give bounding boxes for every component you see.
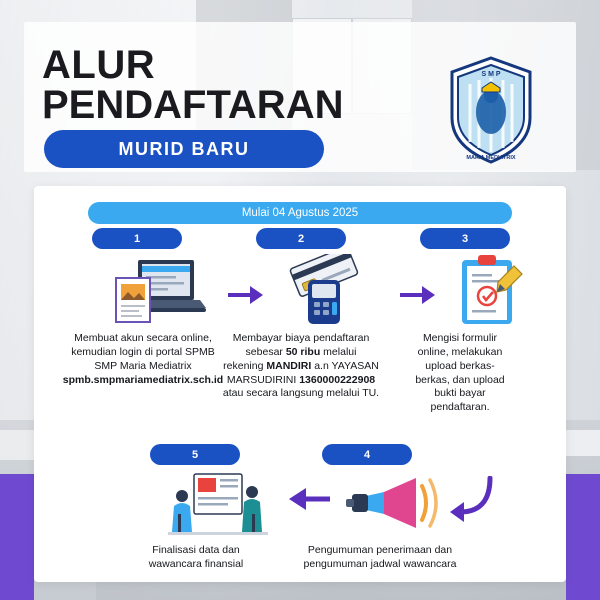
title-line-1: ALUR bbox=[42, 43, 156, 87]
step-2-caption-text: Membayar biaya pendaftaran sebesar 50 ribu melalui rekening MANDIRI a.n YAYASAN MARSUDIRINI 1360000222908 atau secara langsung melalui TU. bbox=[222, 332, 380, 400]
step-5-caption-line-1: Finalisasi data dan bbox=[152, 544, 240, 556]
step-badge-2-label: 2 bbox=[297, 232, 305, 245]
arrow-right-1-icon bbox=[226, 282, 266, 308]
step-3-caption-line-6: pendaftaran. bbox=[430, 401, 490, 414]
step-1-portal-url: spmb.smpmariamediatrix.sch.id bbox=[62, 373, 224, 386]
subtitle-pill bbox=[44, 130, 324, 168]
arrow-curve-up-left-icon bbox=[444, 476, 498, 530]
megaphone-announcement-icon bbox=[344, 470, 440, 536]
step-badge-3 bbox=[420, 228, 510, 249]
step-3-caption-line-3: upload berkas- bbox=[425, 359, 495, 372]
step-4-caption bbox=[280, 544, 480, 572]
step-5-caption bbox=[120, 544, 272, 572]
logo-text-bottom: MARIA MEDIATRIX bbox=[466, 155, 516, 161]
date-banner bbox=[88, 202, 512, 224]
step-badge-1 bbox=[92, 228, 182, 249]
laptop-document-icon bbox=[112, 256, 210, 326]
logo-text-top: S M P bbox=[481, 71, 501, 78]
step-3-caption bbox=[370, 332, 550, 415]
step-badge-1-label: 1 bbox=[133, 232, 141, 245]
step-badge-5-label: 5 bbox=[191, 448, 199, 461]
arrow-right-2-icon bbox=[398, 282, 438, 308]
step-1-caption-line-2: kemudian login di portal SPMB bbox=[71, 345, 215, 358]
arrow-left-icon bbox=[284, 484, 332, 514]
date-banner-text: Mulai 04 Agustus 2025 bbox=[241, 207, 359, 219]
step-3-caption-line-5: bukti bayar bbox=[434, 387, 486, 400]
header bbox=[24, 22, 576, 172]
step-badge-3-label: 3 bbox=[461, 232, 469, 245]
step-2-account-number: 1360000222908 bbox=[299, 373, 376, 386]
atm-card-payment-icon bbox=[278, 254, 374, 326]
step-2-bank: MANDIRI bbox=[266, 359, 312, 372]
steps-card bbox=[34, 186, 566, 582]
step-3-caption-line-4: berkas, dan upload bbox=[415, 373, 505, 386]
school-logo-icon bbox=[448, 56, 534, 164]
step-3-caption-line-1: Mengisi formulir bbox=[422, 332, 498, 344]
clipboard-form-icon bbox=[454, 252, 526, 328]
step-3-caption-line-2: online, melakukan bbox=[417, 345, 503, 358]
page-title bbox=[42, 43, 344, 128]
step-badge-5 bbox=[150, 444, 240, 465]
accent-bar-right bbox=[566, 474, 600, 600]
step-4-caption-line-2: pengumuman jadwal wawancara bbox=[303, 557, 457, 570]
subtitle-text: MURID BARU bbox=[118, 138, 250, 159]
title-line-2: PENDAFTARAN bbox=[42, 83, 344, 128]
step-2-amount: 50 ribu bbox=[285, 345, 321, 358]
step-badge-2 bbox=[256, 228, 346, 249]
step-1-caption-line-3: SMP Maria Mediatrix bbox=[94, 359, 192, 372]
step-5-caption-line-2: wawancara finansial bbox=[148, 557, 244, 570]
step-4-caption-line-1: Pengumuman penerimaan dan bbox=[307, 544, 453, 556]
interview-people-icon bbox=[166, 470, 270, 538]
step-badge-4 bbox=[322, 444, 412, 465]
step-1-caption-line-1: Membuat akun secara online, bbox=[74, 332, 212, 344]
step-2-caption bbox=[206, 332, 396, 401]
step-badge-4-label: 4 bbox=[363, 448, 371, 461]
accent-bar-left bbox=[0, 474, 34, 600]
